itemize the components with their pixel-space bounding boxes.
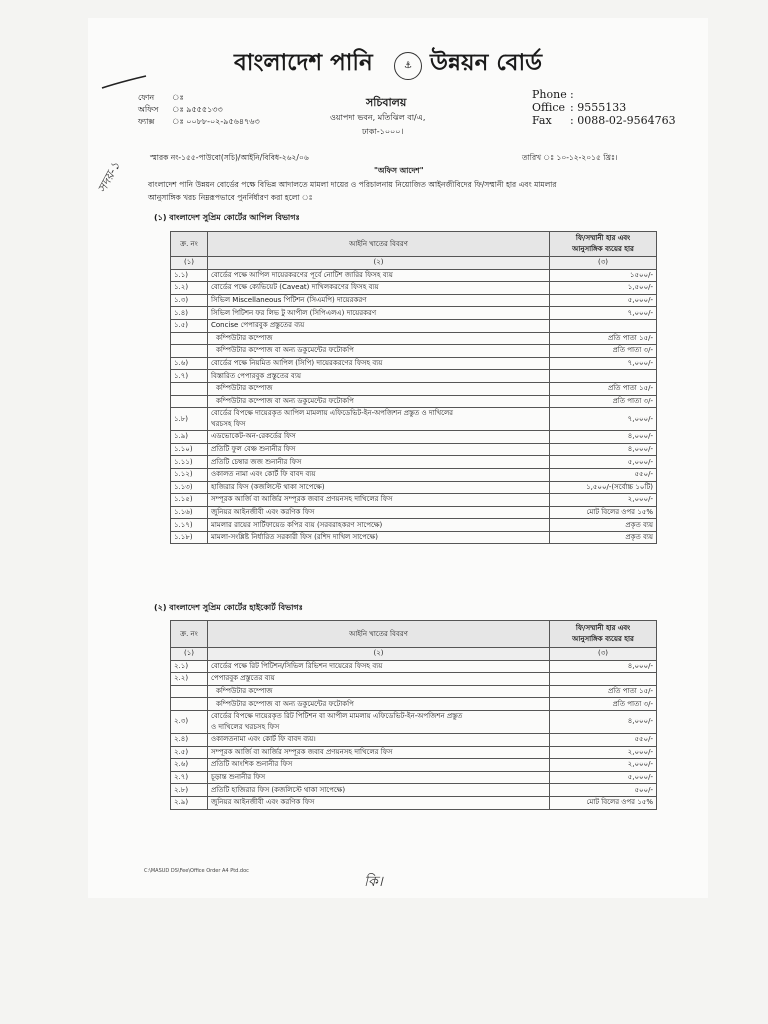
footer-file-path: C:\MASUD DS\Fee\Office Order A4 Ptd.doc (144, 868, 249, 874)
row-desc-cell (208, 710, 550, 733)
row-serial-cell: ১.১৬) (171, 506, 208, 519)
row-rate-cell: ৪,০০০/- (550, 443, 657, 456)
row-rate-cell: ১,৫০০/- (550, 282, 657, 295)
table-row (171, 382, 657, 395)
row-rate-cell: প্রকৃত ব্যয় (550, 531, 657, 544)
row-serial-cell: ১.৮) (171, 408, 208, 431)
row-desc-cell: প্রতিটি আংশিক শুনানীর ফিস (208, 759, 550, 772)
row-desc-cell: চূড়ান্ত শুনানীর ফিস (208, 771, 550, 784)
table-row (171, 431, 657, 444)
row-rate-cell: ৭,০০০/- (550, 408, 657, 431)
table-row (171, 408, 657, 431)
row-rate-cell: প্রতি পাতা ১৫/- (550, 382, 657, 395)
memo-heading: "অফিস আদেশ" (374, 166, 424, 175)
row-desc-line1: বোর্ডের বিপক্ষে দায়েরকৃত রিট পিটিশন বা আপীল মামলায় এফিডেভিট-ইন-অপজিশন প্রস্তুত (211, 711, 463, 720)
row-rate-cell: ৫৫০/- (550, 468, 657, 481)
row-rate-cell (550, 319, 657, 332)
office-label-en: Office (532, 101, 566, 114)
table-row (171, 494, 657, 507)
table-header-row (171, 232, 657, 257)
table-row (171, 519, 657, 532)
row-desc-cell: সম্পূরক আর্জি বা আর্জির সম্পূরক জবাব প্রণয়নসহ দাখিলের ফিস (208, 746, 550, 759)
row-rate-cell (550, 673, 657, 686)
table-row (171, 319, 657, 332)
contact-block-bn (138, 92, 260, 128)
table-row (171, 370, 657, 383)
row-desc-cell: বোর্ডের পক্ষে আপিল দায়েরকরণের পূর্বে নোটিশ জারির ফিসহ ব্যয় (208, 269, 550, 282)
row-rate-cell: প্রতি পাতা ৩/- (550, 345, 657, 358)
col-rate-header-line1: ফি/সম্মানী হার এবং (575, 624, 631, 632)
table-row (171, 710, 657, 733)
row-serial-cell: ১.১২) (171, 468, 208, 481)
row-serial-cell: ১.১) (171, 269, 208, 282)
col-rate-header-line2: আনুসাঙ্গিক ব্যয়ের হার (572, 245, 634, 253)
office-value-en: : 9555133 (570, 101, 627, 114)
row-desc-cell: বোর্ডের পক্ষে নিয়মিত আপিল (সিপি) দায়েরকরণের ফিসহ ব্যয় (208, 357, 550, 370)
row-desc-cell: প্রতিটি ফুল বেঞ্চ শুনানীর ফিস (208, 443, 550, 456)
col-rate-header (550, 232, 657, 257)
index-cell: (১) (171, 648, 208, 661)
table-row (171, 395, 657, 408)
index-cell: (১) (171, 257, 208, 270)
row-desc-cell: কম্পিউটার কম্পোজ (208, 332, 550, 345)
row-desc-cell: সিভিল পিটিশন ফর লিভ টু আপীল (সিপিএলএ) দায়েরকরণ (208, 307, 550, 320)
fax-label-en: Fax (532, 114, 552, 127)
row-rate-cell: ৭,০০০/- (550, 307, 657, 320)
row-desc-line2: খরচসহ ফিস (211, 420, 246, 429)
table-index-row (171, 648, 657, 661)
high-court-division-table (170, 620, 657, 810)
col-serial-header: ক্র. নং (171, 621, 208, 648)
row-rate-cell: ৫০০/- (550, 784, 657, 797)
row-serial-cell: ১.১৩) (171, 481, 208, 494)
address-line2: ঢাকা-১০০০। (362, 127, 404, 136)
row-desc-cell: মামলা-সংশ্লিষ্ট নির্ধারিত সরকারী ফিস (রশিদ দাখিল সাপেক্ষে) (208, 531, 550, 544)
row-desc-cell: ওকালত নামা এবং কোর্ট ফি বাবদ ব্যয় (208, 468, 550, 481)
row-serial-cell: ১.১১) (171, 456, 208, 469)
row-serial-cell: ১.১৫) (171, 494, 208, 507)
row-serial-cell (171, 395, 208, 408)
index-cell: (২) (208, 648, 550, 661)
row-serial-cell: ১.৫) (171, 319, 208, 332)
row-serial-cell: ১.১০) (171, 443, 208, 456)
margin-note: সদয়-১ (94, 159, 123, 195)
row-desc-cell: মামলার রায়ের সার্টিফায়েড কপির ব্যয় (সরবরাহকরণ সাপেক্ষে) (208, 519, 550, 532)
row-rate-cell: মোট বিলের ওপর ১৫% (550, 796, 657, 809)
board-seal-icon: ⚓ (394, 52, 422, 80)
fax-label-bn: ফ্যাক্স (138, 117, 155, 126)
row-serial-cell (171, 698, 208, 711)
row-rate-cell: প্রতি পাতা ৩/- (550, 395, 657, 408)
contact-block-en (532, 88, 676, 127)
row-desc-line2: ও দাখিলের খরচসহ ফিস (211, 722, 280, 731)
fax-value-en: : 0088-02-9564763 (570, 114, 676, 127)
row-desc-cell: ওকালতনামা এবং কোর্ট ফি বাবদ ব্যয়। (208, 733, 550, 746)
row-rate-cell: ২,০০০/- (550, 759, 657, 772)
col-desc-header: আইনি খাতের বিবরণ (208, 621, 550, 648)
row-rate-cell: ৪,০০০/- (550, 710, 657, 733)
office-label-bn: অফিস (138, 105, 159, 114)
row-rate-cell: ১,৫০০/-(সর্বোচ্চ ১০টি) (550, 481, 657, 494)
table-row (171, 332, 657, 345)
row-serial-cell: ১.২) (171, 282, 208, 295)
table-row (171, 506, 657, 519)
row-desc-cell: প্রতিটি হাজিরার ফিস (কজলিস্টে থাকা সাপেক্ষে) (208, 784, 550, 797)
phone-value-bn: ঃ (172, 93, 184, 102)
memo-date: তারিখ ঃ ১০-১২-২০১৫ খ্রিঃ। (522, 153, 618, 162)
intro-line1: বাংলাদেশ পানি উন্নয়ন বোর্ডের পক্ষে বিভিন্ন আদালতে মামলা দায়ের ও পরিচালনায় নিয়োজিত আইনজীবিদের ফি/সম্মানী হার এবং মামলার (148, 180, 557, 189)
row-serial-cell: ২.৭) (171, 771, 208, 784)
row-rate-cell: ২,০০০/- (550, 746, 657, 759)
row-desc-cell: হাজিরার ফিস (কজলিস্টে থাকা সাপেক্ষে) (208, 481, 550, 494)
row-rate-cell: ৪,০০০/- (550, 660, 657, 673)
table-row (171, 759, 657, 772)
row-serial-cell: ১.১৭) (171, 519, 208, 532)
row-rate-cell (550, 370, 657, 383)
col-rate-header (550, 621, 657, 648)
table-header-row (171, 621, 657, 648)
row-desc-cell: বিস্তারিত পেপারবুক প্রস্তুতের ব্যয় (208, 370, 550, 383)
table-row (171, 269, 657, 282)
row-rate-cell: ৫,০০০/- (550, 294, 657, 307)
phone-value-en: : (570, 88, 574, 101)
phone-label-bn: ফোন (138, 93, 155, 102)
table-row (171, 685, 657, 698)
row-serial-cell: ১.৯) (171, 431, 208, 444)
row-serial-cell: ২.৯) (171, 796, 208, 809)
row-desc-cell: প্রতিটি চেম্বার জজ শুনানীর ফিস (208, 456, 550, 469)
section1-heading: (১) বাংলাদেশ সুপ্রিম কোর্টের আপিল বিভাগঃ (154, 213, 300, 222)
row-desc-cell: কম্পিউটার কম্পোজ (208, 382, 550, 395)
signature: কি। (364, 874, 383, 890)
row-serial-cell: ১.১৮) (171, 531, 208, 544)
col-serial-header: ক্র. নং (171, 232, 208, 257)
table-row (171, 481, 657, 494)
row-desc-line1: বোর্ডের বিপক্ষে দায়েরকৃত আপিল মামলায় এফিডেভিট-ইন-অপজিশন প্রস্তুত ও দাখিলের (211, 409, 454, 418)
row-rate-cell: ৫,০০০/- (550, 456, 657, 469)
row-rate-cell: ৫৫০/- (550, 733, 657, 746)
intro-line2: আনুসাঙ্গিক খরচ নিম্নরূপভাবে পুনর্নির্ধারণ করা হলো ঃ (148, 193, 313, 202)
row-desc-cell: এডভোকেট-অন-রেকর্ডের ফিস (208, 431, 550, 444)
table-row (171, 796, 657, 809)
row-rate-cell: ৫,০০০/- (550, 771, 657, 784)
table-body (171, 660, 657, 809)
title-right: উন্নয়ন বোর্ড (430, 49, 543, 76)
row-desc-cell: জুনিয়র আইনজীবী এবং করণিক ফিস (208, 506, 550, 519)
row-rate-cell: ১৫০০/- (550, 269, 657, 282)
phone-label-en: Phone (532, 88, 567, 101)
office-name: সচিবালয় (366, 96, 407, 109)
row-desc-cell: জুনিয়র আইনজীবী এবং করণিক ফিস (208, 796, 550, 809)
row-desc-cell: কম্পিউটার কম্পোজ বা অন্য ডকুমেন্টের ফটোকপি (208, 395, 550, 408)
row-serial-cell (171, 345, 208, 358)
row-rate-cell: মোট বিলের ওপর ১৫% (550, 506, 657, 519)
row-serial-cell (171, 382, 208, 395)
row-desc-cell: সিভিল Miscellaneous পিটিশন (সিএমপি) দায়েরকরণ (208, 294, 550, 307)
row-serial-cell (171, 332, 208, 345)
index-cell: (৩) (550, 257, 657, 270)
row-desc-cell: বোর্ডের পক্ষে রিট পিটিশন/সিভিল রিভিশন দায়েরের ফিসহ ব্যয় (208, 660, 550, 673)
office-value-bn: ঃ ৯৫৫৫১৩৩ (172, 105, 223, 114)
row-serial-cell: ২.৫) (171, 746, 208, 759)
table-row (171, 345, 657, 358)
row-rate-cell: ৪,০০০/- (550, 431, 657, 444)
row-serial-cell: ২.১) (171, 660, 208, 673)
table-row (171, 673, 657, 686)
table-row (171, 443, 657, 456)
pen-stroke-icon (100, 72, 150, 92)
row-serial-cell (171, 685, 208, 698)
row-desc-cell: কম্পিউটার কম্পোজ (208, 685, 550, 698)
index-cell: (৩) (550, 648, 657, 661)
table-row (171, 660, 657, 673)
table-row (171, 771, 657, 784)
row-rate-cell: প্রতি পাতা ১৫/- (550, 685, 657, 698)
table-row (171, 531, 657, 544)
row-desc-cell (208, 408, 550, 431)
row-serial-cell: ২.৩) (171, 710, 208, 733)
index-cell: (২) (208, 257, 550, 270)
row-desc-cell: Concise পেপারবুক প্রস্তুতের ব্যয় (208, 319, 550, 332)
row-rate-cell: ২,০০০/- (550, 494, 657, 507)
row-serial-cell: ১.৩) (171, 294, 208, 307)
table-body (171, 269, 657, 544)
row-rate-cell: ৭,০০০/- (550, 357, 657, 370)
row-serial-cell: ১.৪) (171, 307, 208, 320)
col-rate-header-line1: ফি/সম্মানী হার এবং (575, 234, 631, 242)
title-left: বাংলাদেশ পানি (234, 49, 373, 76)
col-desc-header: আইনি খাতের বিবরণ (208, 232, 550, 257)
row-serial-cell: ১.৬) (171, 357, 208, 370)
row-desc-cell: কম্পিউটার কম্পোজ বা অন্য ডকুমেন্টের ফটোকপি (208, 345, 550, 358)
row-desc-cell: বোর্ডের পক্ষে ক্যেভিয়েট (Caveat) দাখিলকরণের ফিসহ ব্যয় (208, 282, 550, 295)
row-desc-cell: কম্পিউটার কম্পোজ বা অন্য ডকুমেন্টের ফটোকপি (208, 698, 550, 711)
row-serial-cell: ১.৭) (171, 370, 208, 383)
table-row (171, 733, 657, 746)
row-rate-cell: প্রতি পাতা ১৫/- (550, 332, 657, 345)
row-serial-cell: ২.২) (171, 673, 208, 686)
row-desc-cell: পেপারবুক প্রস্তুতের ব্যয় (208, 673, 550, 686)
table-row (171, 746, 657, 759)
row-rate-cell: প্রকৃত ব্যয় (550, 519, 657, 532)
row-serial-cell: ২.৬) (171, 759, 208, 772)
table-row (171, 357, 657, 370)
table-row (171, 282, 657, 295)
row-rate-cell: প্রতি পাতা ৩/- (550, 698, 657, 711)
col-rate-header-line2: আনুসাঙ্গিক ব্যয়ের হার (572, 635, 634, 643)
memo-ref: স্মারক নং-১৫৫-পাউবো(সচি)/আইনি/বিবিধ-২৬২/০৬ (150, 153, 309, 162)
row-serial-cell: ২.৮) (171, 784, 208, 797)
table-row (171, 294, 657, 307)
appellate-division-table (170, 231, 657, 544)
fax-value-bn: ঃ ০০৮৮-০২-৯৫৬৪৭৬৩ (172, 117, 260, 126)
row-serial-cell: ২.৪) (171, 733, 208, 746)
address-line1: ওয়াপদা ভবন, মতিঝিল বা/এ, (330, 113, 426, 122)
section2-heading: (২) বাংলাদেশ সুপ্রিম কোর্টের হাইকোর্ট বিভাগঃ (154, 603, 303, 612)
table-row (171, 698, 657, 711)
table-row (171, 468, 657, 481)
row-desc-cell: সম্পূরক আর্জি বা আর্জির সম্পূরক জবাব প্রণয়নসহ দাখিলের ফিস (208, 494, 550, 507)
table-row (171, 307, 657, 320)
table-row (171, 456, 657, 469)
table-row (171, 784, 657, 797)
table-index-row (171, 257, 657, 270)
